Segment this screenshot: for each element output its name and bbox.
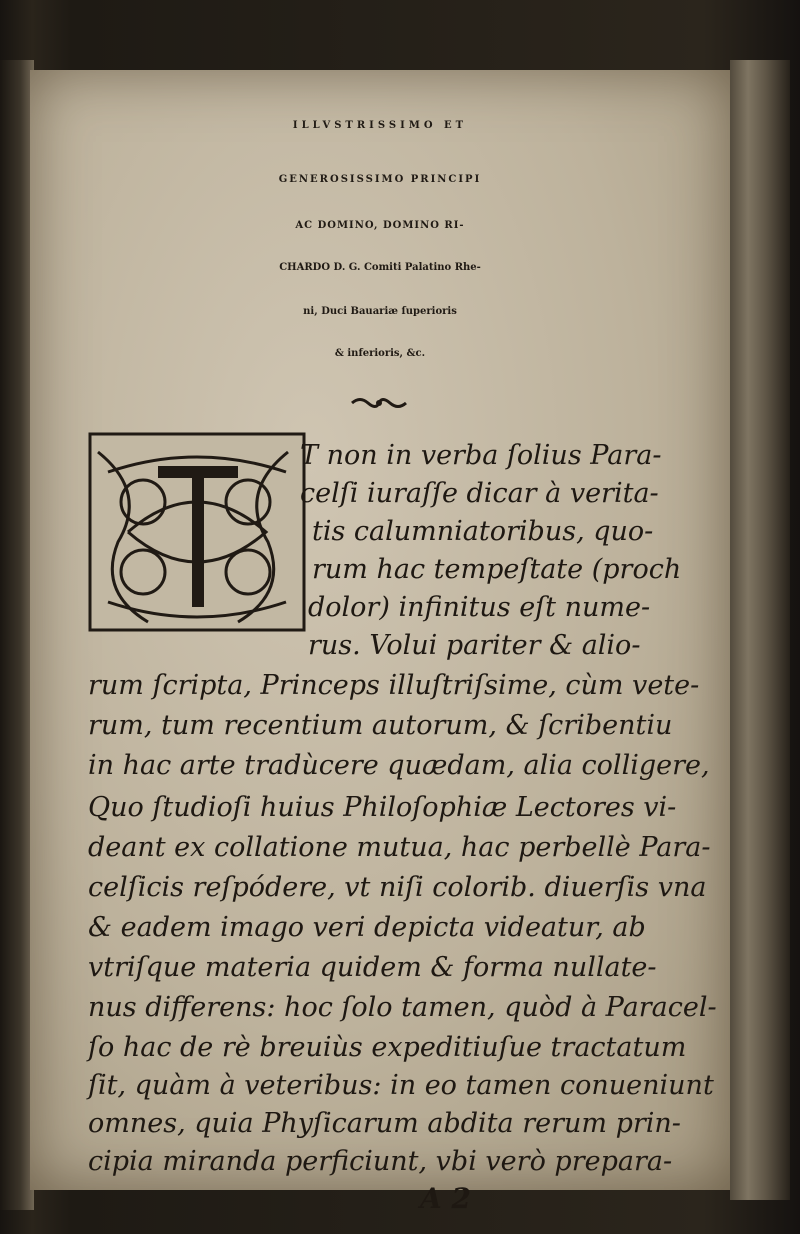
heading-line-2: GENEROSISSIMO PRINCIPI	[278, 174, 482, 185]
book-page	[30, 70, 730, 1215]
decorative-initial	[88, 432, 306, 632]
body-line: vtriſque materia quidem & forma nullate-	[88, 952, 657, 983]
body-line: celſicis reſpódere, vt niſi colorib. diuerſis vna	[88, 872, 707, 903]
body-line: rus. Volui pariter & alio-	[308, 630, 641, 661]
body-line: deant ex collatione mutua, hac perbellè Para-	[88, 832, 711, 863]
body-line: rum, tum recentium autorum, & ſcribentiu	[88, 710, 673, 741]
body-line: & eadem imago veri depicta videatur, ab	[88, 912, 646, 943]
heading-line-1: ILLVSTRISSIMO ET	[292, 120, 468, 131]
body-line: celſi iuraſſe dicar à verita-	[300, 478, 659, 509]
body-line: Quo ſtudioſi huius Philoſophiæ Lectores vi-	[88, 792, 677, 823]
body-line: rum hac tempeſtate (proch	[312, 554, 682, 585]
body-line: in hac arte tradùcere quædam, alia colligere,	[88, 750, 710, 781]
body-line: rum ſcripta, Princeps illuſtriſsime, cùm vete-	[88, 670, 700, 701]
body-line: dolor) infinitus eſt nume-	[308, 592, 651, 623]
body-line: nus differens: hoc ſolo tamen, quòd à Paracel-	[88, 992, 717, 1023]
heading-line-6: & inferioris, &c.	[334, 348, 426, 359]
printer-ornament	[350, 396, 408, 410]
body-line: ſit, quàm à veteribus: in eo tamen conueniunt	[88, 1070, 714, 1101]
body-line: ſo hac de rè breuiùs expeditiuſue tractatum	[88, 1032, 687, 1063]
heading-line-4: CHARDO D. G. Comiti Palatino Rhe-	[279, 262, 481, 273]
heading-line-5: ni, Duci Bauariæ ſuperioris	[303, 306, 457, 317]
left-page-edge	[0, 60, 34, 1210]
heading-line-3: AC DOMINO, DOMINO RI-	[295, 220, 465, 231]
right-page-edge	[730, 60, 790, 1200]
body-line: cipia miranda perficiunt, vbi verò prepara-	[88, 1146, 673, 1177]
body-line: T non in verba ſolius Para-	[300, 440, 662, 471]
body-line: tis calumniatoribus, quo-	[312, 516, 654, 547]
signature-mark: A 2	[420, 1182, 471, 1215]
body-line: omnes, quia Phyſicarum abdita rerum prin-	[88, 1108, 681, 1139]
